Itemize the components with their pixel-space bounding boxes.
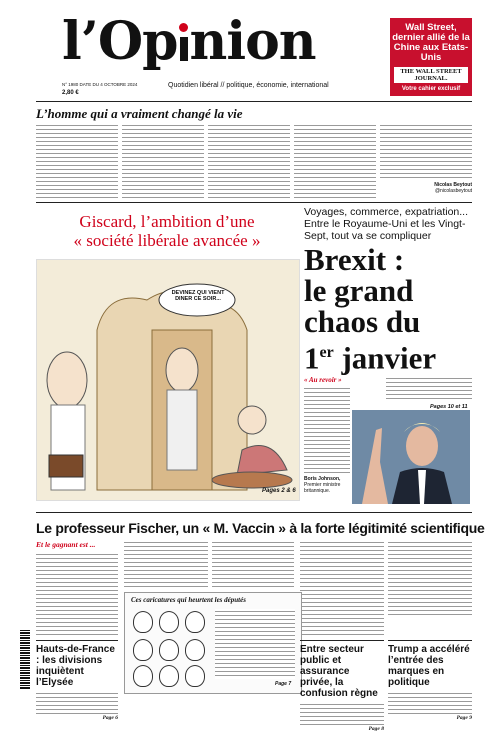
giscard-pages[interactable]: Pages 2 & 6 <box>262 488 296 494</box>
photo-caption: Boris Johnson, Premier ministre britannique. <box>304 476 341 494</box>
article-text <box>212 540 294 588</box>
article-text <box>304 386 350 474</box>
divider <box>300 640 384 641</box>
brief-secteur-public[interactable]: Entre secteur public et assurance privée, la confusion règne Page 8 <box>300 644 384 732</box>
fischer-kicker: Et le gagnant est ... <box>36 540 96 549</box>
article-text <box>124 540 208 588</box>
wsj-logo: THE WALL STREET JOURNAL. <box>394 67 468 83</box>
masthead-tagline: Quotidien libéral // politique, économie, international <box>168 82 329 89</box>
byline: Nicolas Beytout @nicolasbeytout <box>434 182 472 194</box>
caricature-face <box>185 639 205 661</box>
brexit-headline[interactable]: Brexit : le grand chaos du 1er janvier <box>304 242 437 376</box>
article-text <box>294 123 376 199</box>
caricature-face <box>133 665 153 687</box>
johnson-photo <box>352 410 470 504</box>
caricature-face <box>185 611 205 633</box>
brief-trump[interactable]: Trump a accéléré l’entrée des marques en politique Page 9 <box>388 644 472 721</box>
barcode-strip <box>16 560 32 690</box>
article-text <box>300 540 384 636</box>
giscard-headline[interactable]: Giscard, l’ambition d’une « société libérale avancée » <box>73 212 261 250</box>
article-text <box>388 540 472 616</box>
caricature-face <box>133 639 153 661</box>
divider <box>36 512 472 513</box>
divider <box>36 101 472 102</box>
article-text <box>208 123 290 199</box>
barcode <box>20 630 30 690</box>
brexit-deck: Voyages, commerce, expatriation... Entre le Royaume-Uni et les Vingt-Sept, tout va se compliquer <box>304 206 468 242</box>
article-text <box>380 123 472 179</box>
divider <box>36 640 118 641</box>
brief-hauts-de-france[interactable]: Hauts-de-France : les divisions inquiètent l’Elysée Page 6 <box>36 644 118 721</box>
caricature-face <box>133 611 153 633</box>
caricature-face <box>159 611 179 633</box>
caricature-face <box>159 665 179 687</box>
wsj-promo-tag: Votre cahier exclusif <box>401 86 461 92</box>
giscard-cartoon <box>36 259 300 501</box>
fischer-headline[interactable]: Le professeur Fischer, un « M. Vaccin » à la forte légitimité scientifique <box>36 520 485 536</box>
issue-info: N° 1980 DATE DU 4 OCTOBRE 2024 <box>62 82 138 87</box>
article-text <box>36 552 118 638</box>
article-text <box>36 123 118 199</box>
masthead-logo: l’Op nion <box>62 11 316 72</box>
caricature-face <box>159 639 179 661</box>
caricatures-title: Ces caricatures qui heurtent les députés <box>131 596 246 604</box>
brexit-pages[interactable]: Pages 10 et 11 <box>430 404 468 410</box>
wsj-promo-title: Wall Street, dernier allié de la Chine aux Etats-Unis <box>392 22 470 63</box>
brexit-kicker: « Au revoir » <box>304 376 342 384</box>
article-text <box>386 376 472 402</box>
divider <box>36 202 472 203</box>
cartoon-bubble: DEVINEZ QUI VIENT DINER CE SOIR... <box>171 290 225 302</box>
divider <box>388 640 472 641</box>
caricatures-page: Page 7 <box>275 681 292 687</box>
issue-price: 2,80 € <box>62 90 79 96</box>
wsj-promo-box[interactable] <box>390 18 472 96</box>
article-text <box>122 123 204 199</box>
lead-headline[interactable]: L’homme qui a vraiment changé la vie <box>36 106 243 121</box>
caricature-face <box>185 665 205 687</box>
caricatures-box[interactable] <box>124 592 302 694</box>
article-text <box>215 609 295 679</box>
